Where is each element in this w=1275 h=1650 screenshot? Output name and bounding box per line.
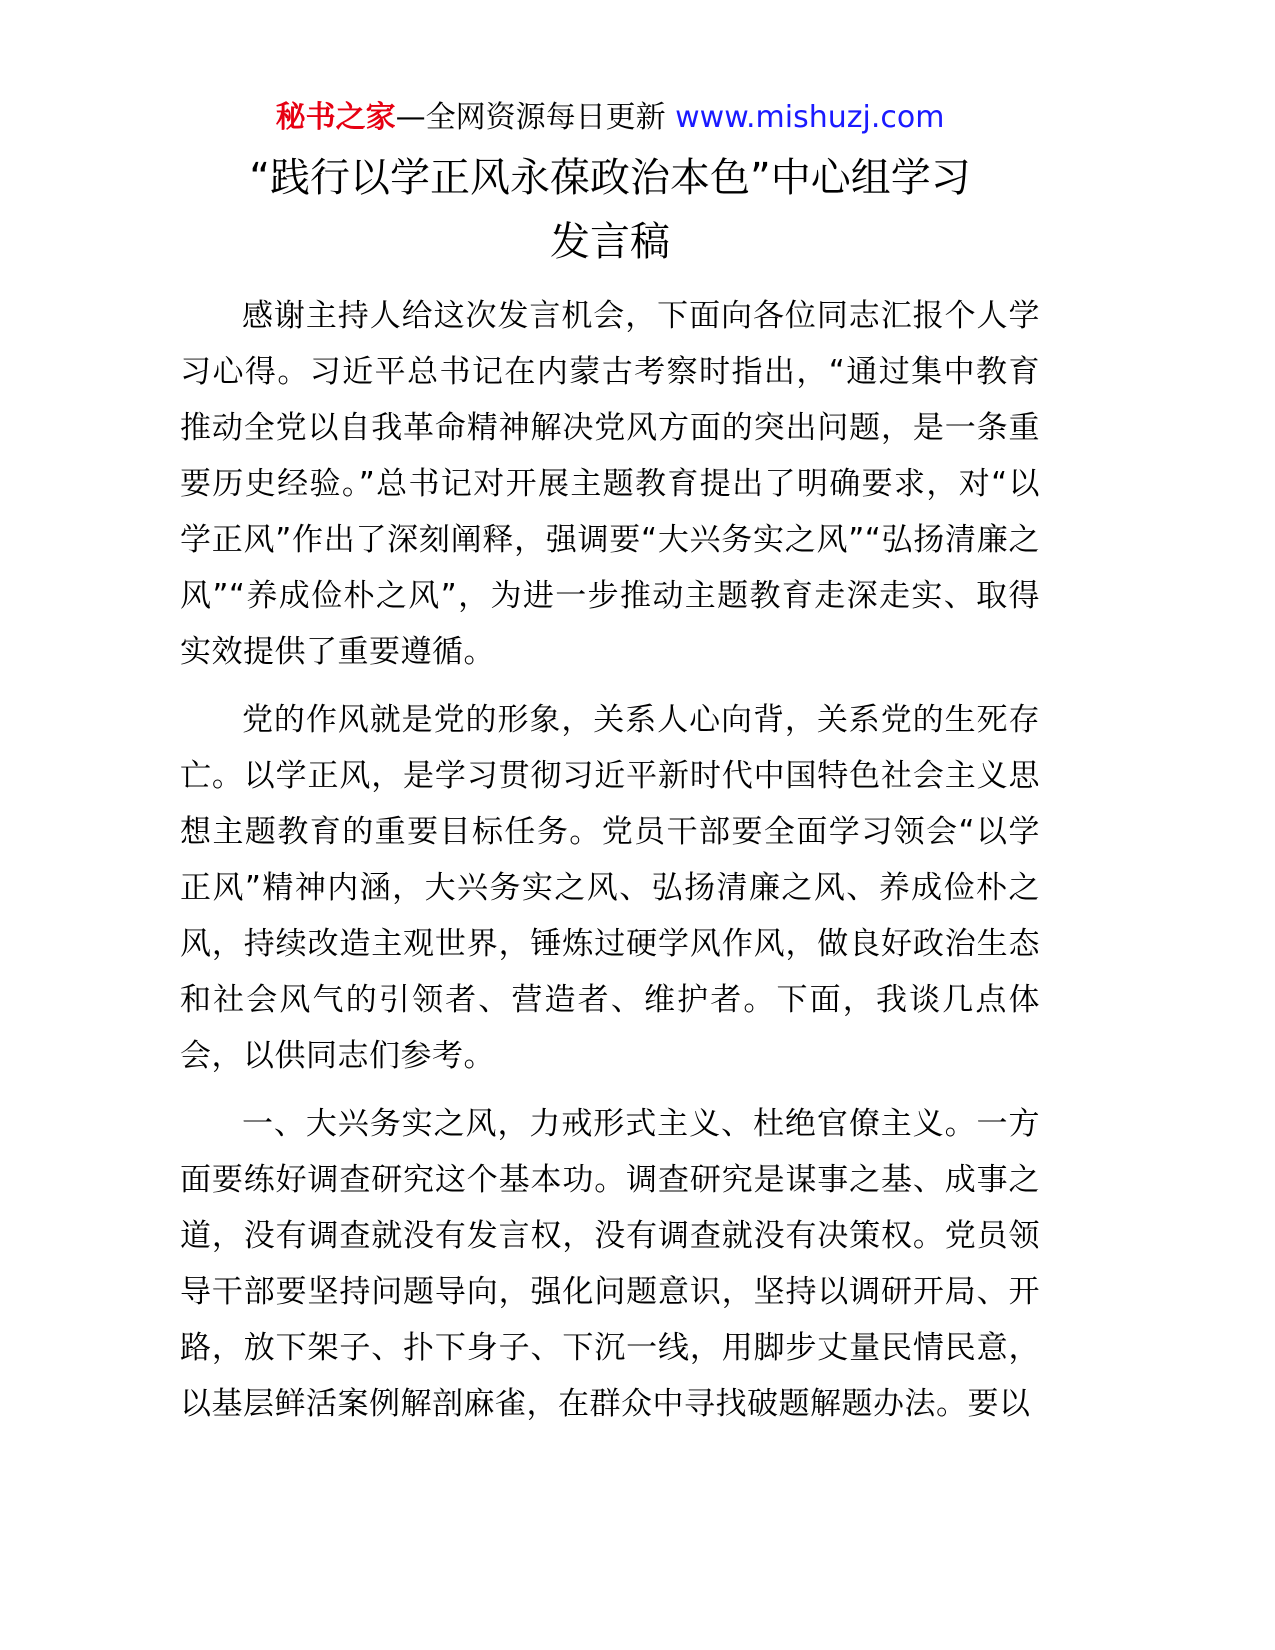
paragraph-2: 党的作风就是党的形象，关系人心向背，关系党的生死存亡。以学正风，是学习贯彻习近平新时代中国特色社会主义思想主题教育的重要目标任务。党员干部要全面学习领会“以学正风”精神内涵，大兴务实之风、弘扬清廉之风、养成俭朴之风，持续改造主观世界，锤炼过硬学风作风，做良好政治生态和社会风气的引领者、营造者、维护者。下面，我谈几点体会，以供同志们参考。 (180, 702, 1040, 1074)
title-line-1: “践行以学正风永葆政治本色”中心组学习 (249, 155, 971, 201)
header-tagline: —全网资源每日更新 (395, 100, 676, 135)
brand-name: 秘书之家 (275, 100, 396, 135)
paragraph-3: 一、大兴务实之风，力戒形式主义、杜绝官僚主义。一方面要练好调查研究这个基本功。调查研究是谋事之基、成事之道，没有调查就没有发言权，没有调查就没有决策权。党员领导干部要坚持问题导向，强化问题意识，坚持以调研开局、开路，放下架子、扑下身子、下沉一线，用脚步丈量民情民意，以基层鲜活案例解剖麻雀，在群众中寻找破题解题办法。要以 (180, 1106, 1040, 1422)
paragraph-1: 感谢主持人给这次发言机会，下面向各位同志汇报个人学习心得。习近平总书记在内蒙古考察时指出，“通过集中教育推动全党以自我革命精神解决党风方面的突出问题，是一条重要历史经验。”总书记对开展主题教育提出了明确要求，对“以学正风”作出了深刻阐释，强调要“大兴务实之风”“弘扬清廉之风”“养成俭朴之风”，为进一步推动主题教育走深走实、取得实效提供了重要遵循。 (180, 298, 1040, 670)
site-header (180, 96, 1040, 140)
document-title (180, 146, 1040, 274)
title-line-2: 发言稿 (550, 219, 670, 265)
site-url-link[interactable]: www.mishuzj.com (675, 100, 945, 135)
document-page (180, 96, 1040, 1444)
